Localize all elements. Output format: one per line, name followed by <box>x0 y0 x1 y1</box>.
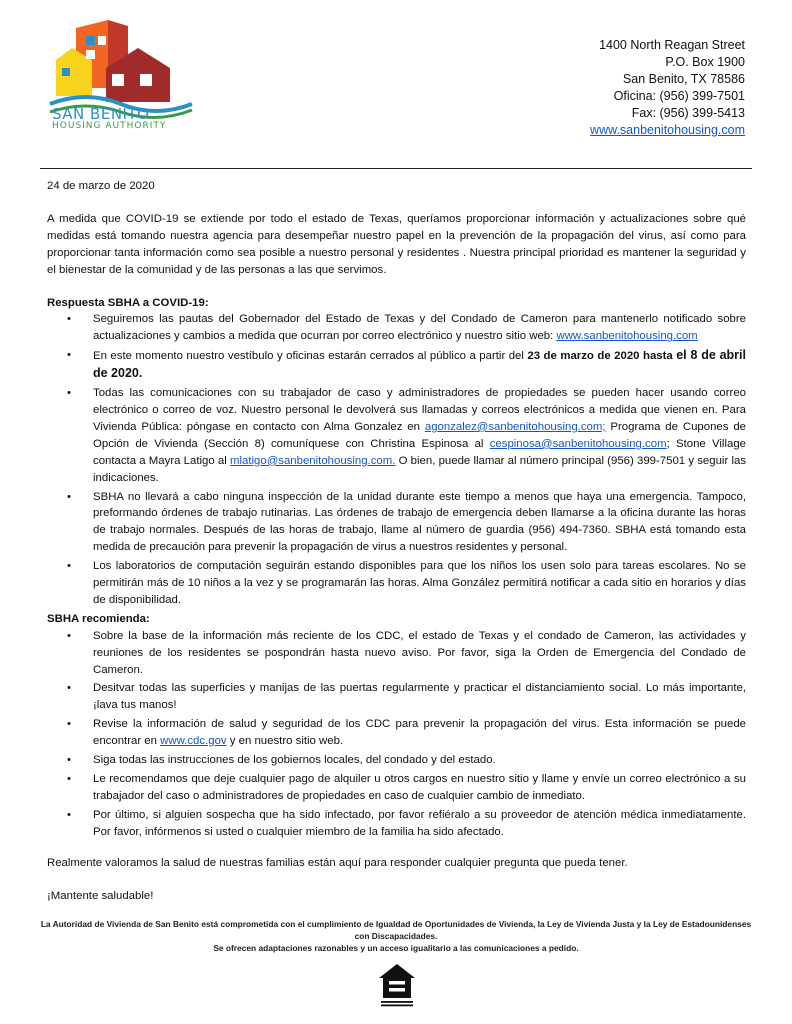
list-item-text: Por último, si alguien sospecha que ha sido infectado, por favor refiéralo a su proveedor de atención médica inmediatamente. Por favor, infórmenos si usted o cualquier miembro de la familia ha sido afectado. <box>93 808 746 838</box>
email-link-agonzalez[interactable]: agonzalez@sanbenitohousing.com; <box>424 420 606 433</box>
logo-name: SAN BENITO <box>52 105 150 123</box>
list-item <box>47 771 746 805</box>
bullet: • <box>67 560 71 573</box>
list-item-text: ; Stone Village contacta a Mayra Latigo al <box>93 437 747 467</box>
recommend-heading: SBHA recomienda: <box>47 612 150 625</box>
address-block <box>590 37 745 139</box>
letter-date: 24 de marzo de 2020 <box>47 180 155 192</box>
address-street: 1400 North Reagan Street <box>599 38 745 52</box>
address-city: San Benito, TX 78586 <box>622 72 745 86</box>
bullet: • <box>67 808 71 821</box>
bullet: • <box>67 629 71 642</box>
closing-paragraph: Realmente valoramos la salud de nuestras familias están aquí para responder cualquier pregunta que pueda tener. <box>47 856 628 869</box>
footer-line-1: La Autoridad de Vivienda de San Benito está comprometida con el cumplimiento de Igualdad de Oportunidades de Vivienda, la Ley de Vivienda Justa y la Ley de Estadounidenses con Discapacidades. <box>40 919 752 941</box>
intro-paragraph: A medida que COVID-19 se extiende por todo el estado de Texas, queríamos proporcionar información y actualizaciones sobre qué medidas está tomando nuestra agencia para desempeñar nuestro papel en la prevención de la propagación del virus, así como para proporcionar tanta información como sea posible a nuestro personal y residentes . Nuestra principal prioridad es mantener la seguridad y el bienestar de la comunidad y de las personas a las que servimos. <box>47 212 746 276</box>
response-list <box>47 311 746 608</box>
list-item-text: Revise la información de salud y seguridad de los CDC para prevenir la propagación del virus. Esta información se puede encontrar en <box>93 718 746 748</box>
bullet: • <box>67 718 71 731</box>
bullet: • <box>67 682 71 695</box>
date-start: 23 de marzo de 2020 <box>527 350 640 363</box>
list-item <box>47 558 746 609</box>
footer-line-2: Se ofrecen adaptaciones razonables y un acceso igualitario a las comunicaciones a pedido. <box>213 943 579 953</box>
list-item-text: Los laboratorios de computación seguirán estando disponibles para que los niños los usen solo para tareas escolares. No se permitirán más de 10 niños a la vez y se programarán las horas. Alma González permitirá notificar a cada sitio en horarios y días de disponibilidad. <box>93 560 746 606</box>
address-pobox: P.O. Box 1900 <box>665 55 745 69</box>
list-item-text: Seguiremos las pautas del Gobernador del Estado de Texas y del Condado de Cameron para mantenerlo notificado sobre actualizaciones y cambios a medida que ocurran por correo electrónico y nuestro sitio web: <box>93 313 746 343</box>
cdc-link[interactable]: www.cdc.gov <box>160 735 227 748</box>
date-end: el 8 de abril de 2020. <box>93 348 746 381</box>
bullet: • <box>67 773 71 785</box>
list-item-text: hasta <box>639 350 677 363</box>
list-item-text: Siga todas las instrucciones de los gobiernos locales, del condado y del estado. <box>93 754 496 767</box>
header-divider <box>40 168 752 169</box>
bullet: • <box>67 490 71 503</box>
address-office-phone: Oficina: (956) 399-7501 <box>613 89 745 103</box>
list-item <box>47 489 746 557</box>
logo-subtitle: HOUSING AUTHORITY <box>52 121 167 131</box>
list-item <box>47 680 746 714</box>
bullet: • <box>67 313 71 326</box>
list-item-text: Le recomendamos que deje cualquier pago de alquiler u otros cargos en nuestro sitio y llame y envíe un correo electrónico a su trabajador del caso o administradores de propiedades en caso de cualquier cambio de inmediato. <box>93 773 746 802</box>
list-item <box>47 752 746 769</box>
website-link[interactable]: www.sanbenitohousing.com <box>590 123 745 137</box>
list-item-text: SBHA no llevará a cabo ninguna inspección de la unidad durante este tiempo a menos que haya una emergencia. Tampoco, preformando órdenes de trabajo rutinarias. Las órdenes de trabajo de emergencia deben llamarse a la oficina durante las horas de trabajo normales. Después de las horas de trabajo, llame al número de guardia (956) 494-7360. SBHA está tomando esta medida de precaución para prevenir la propagación de virus a nuestros residentes y personal. <box>93 490 746 554</box>
list-item <box>47 385 746 486</box>
list-item <box>47 311 746 345</box>
signoff: ¡Mantente saludable! <box>47 889 154 902</box>
list-item <box>47 807 746 841</box>
list-item-text: En este momento nuestro vestíbulo y oficinas estarán cerrados al público a partir del <box>93 350 528 363</box>
equal-housing-opportunity-icon <box>377 962 417 1008</box>
bullet: • <box>67 754 71 767</box>
letter-body <box>47 178 746 904</box>
list-item-text: Desitvar todas las superficies y manijas de las puertas regularmente y practicar el distanciamiento social. Lo más importante, ¡lava tus manos! <box>93 682 746 712</box>
address-fax: Fax: (956) 399-5413 <box>631 106 745 120</box>
list-item-text: O bien, puede llamar al número principal (956) 399-7501 y seguir las indicaciones. <box>93 454 747 484</box>
email-link-cespinosa[interactable]: cespinosa@sanbenitohousing.com <box>489 437 667 450</box>
list-item-text: Todas las comunicaciones con su trabajador de caso y administradores de propiedades se pueden hacer usando correo electrónico o correo de voz. Nuestro personal le devolverá sus llamadas y correos electrónicos a medida que vienen en. Para Vivienda Pública: póngase en contacto con Alma Gonzalez en <box>93 387 746 433</box>
list-item <box>47 628 746 679</box>
list-item-text: Sobre la base de la información más reciente de los CDC, el estado de Texas y el condado de Cameron, las actividades y reuniones de los residentes se pospondrán hasta nuevo aviso. Por favor, siga la Orden de Emergencia del Condado de Cameron. <box>93 629 746 676</box>
list-item-text: y en nuestro sitio web. <box>226 735 344 748</box>
bullet: • <box>67 387 71 400</box>
list-item <box>47 347 746 383</box>
website-link[interactable]: www.sanbenitohousing.com <box>556 330 698 343</box>
response-heading: Respuesta SBHA a COVID-19: <box>47 296 209 309</box>
list-item <box>47 716 746 750</box>
bullet: • <box>67 349 71 362</box>
list-item-text: Programa de Cupones de Opción de Vivienda (Sección 8) comuníquese con Christina Espinosa al <box>93 420 746 450</box>
email-link-mlatigo[interactable]: mlatigo@sanbenitohousing.com. <box>229 454 396 467</box>
footer-notice <box>40 918 752 954</box>
recommend-list <box>47 628 746 841</box>
